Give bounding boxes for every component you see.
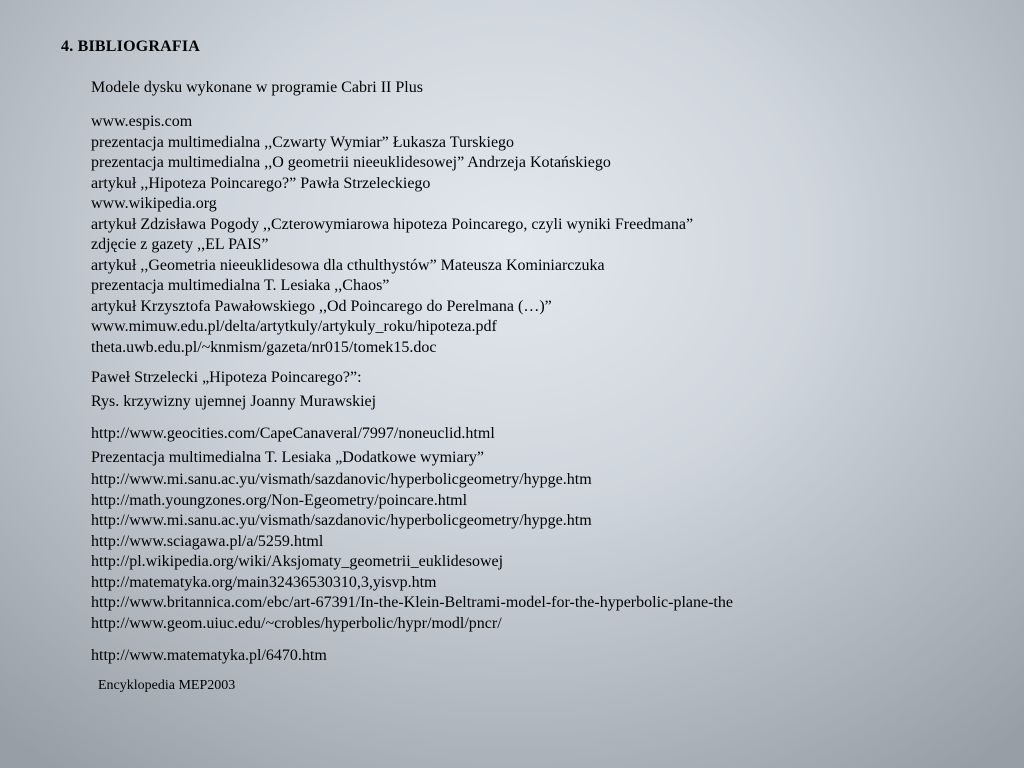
slide-title: 4. BIBLIOGRAFIA bbox=[61, 38, 201, 55]
bibliography-entry: http://www.geom.uiuc.edu/~crobles/hyperbolic/hypr/modl/pncr/ bbox=[91, 614, 502, 632]
bibliography-entry: http://www.mi.sanu.ac.yu/vismath/sazdanovic/hyperbolicgeometry/hypge.htm bbox=[91, 471, 592, 488]
bibliography-entry: Prezentacja multimedialna T. Lesiaka „Dodatkowe wymiary” bbox=[91, 449, 485, 466]
bibliography-entry: www.espis.com bbox=[91, 113, 193, 130]
bibliography-block-1 bbox=[91, 78, 423, 99]
bibliography-footnote: Encyklopedia MEP2003 bbox=[98, 678, 236, 693]
bibliography-entry: www.mimuw.edu.pl/delta/artytkuly/artykuly_roku/hipoteza.pdf bbox=[91, 318, 497, 335]
bibliography-entry: www.wikipedia.org bbox=[91, 195, 217, 212]
bibliography-entry: Modele dysku wykonane w programie Cabri II Plus bbox=[91, 79, 423, 96]
bibliography-block-4 bbox=[91, 422, 495, 470]
bibliography-block-3 bbox=[91, 366, 376, 414]
bibliography-block-5 bbox=[91, 470, 733, 634]
bibliography-entry: prezentacja multimedialna T. Lesiaka ,,Chaos” bbox=[91, 277, 390, 294]
bibliography-block-6 bbox=[91, 646, 327, 667]
bibliography-entry: http://matematyka.org/main32436530310,3,yisvp.htm bbox=[91, 573, 437, 591]
bibliography-entry: http://www.sciagawa.pl/a/5259.html bbox=[91, 532, 324, 550]
bibliography-entry: http://www.matematyka.pl/6470.htm bbox=[91, 647, 327, 664]
bibliography-entry: theta.uwb.edu.pl/~knmism/gazeta/nr015/tomek15.doc bbox=[91, 338, 437, 356]
bibliography-entry: http://www.geocities.com/CapeCanaveral/7997/noneuclid.html bbox=[91, 425, 495, 442]
bibliography-entry: artykuł Krzysztofa Pawałowskiego ,,Od Poincarego do Perelmana (…)” bbox=[91, 297, 552, 315]
bibliography-entry: Paweł Strzelecki „Hipoteza Poincarego?”: bbox=[91, 369, 362, 386]
bibliography-entry: http://pl.wikipedia.org/wiki/Aksjomaty_geometrii_euklidesowej bbox=[91, 553, 504, 570]
bibliography-entry: prezentacja multimedialna ,,Czwarty Wymiar” Łukasza Turskiego bbox=[91, 133, 515, 151]
bibliography-entry: artykuł ,,Hipoteza Poincarego?” Pawła Strzeleckiego bbox=[91, 174, 431, 192]
bibliography-block-2 bbox=[91, 112, 693, 358]
bibliography-entry: http://www.britannica.com/ebc/art-67391/In-the-Klein-Beltrami-model-for-the-hyperbolic-plane-the bbox=[91, 594, 733, 611]
bibliography-entry: http://www.mi.sanu.ac.yu/vismath/sazdanovic/hyperbolicgeometry/hypge.htm bbox=[91, 512, 592, 529]
bibliography-entry: artykuł ,,Geometria nieeuklidesowa dla cthulthystów” Mateusza Kominiarczuka bbox=[91, 256, 605, 274]
bibliography-entry: Rys. krzywizny ujemnej Joanny Murawskiej bbox=[91, 393, 377, 410]
bibliography-entry: prezentacja multimedialna ,,O geometrii nieeuklidesowej” Andrzeja Kotańskiego bbox=[91, 154, 611, 171]
bibliography-entry: http://math.youngzones.org/Non-Egeometry/poincare.html bbox=[91, 491, 468, 509]
bibliography-entry: zdjęcie z gazety ,,EL PAIS” bbox=[91, 236, 269, 253]
bibliography-entry: artykuł Zdzisława Pogody ,,Czterowymiarowa hipoteza Poincarego, czyli wyniki Freedmana” bbox=[91, 215, 694, 233]
